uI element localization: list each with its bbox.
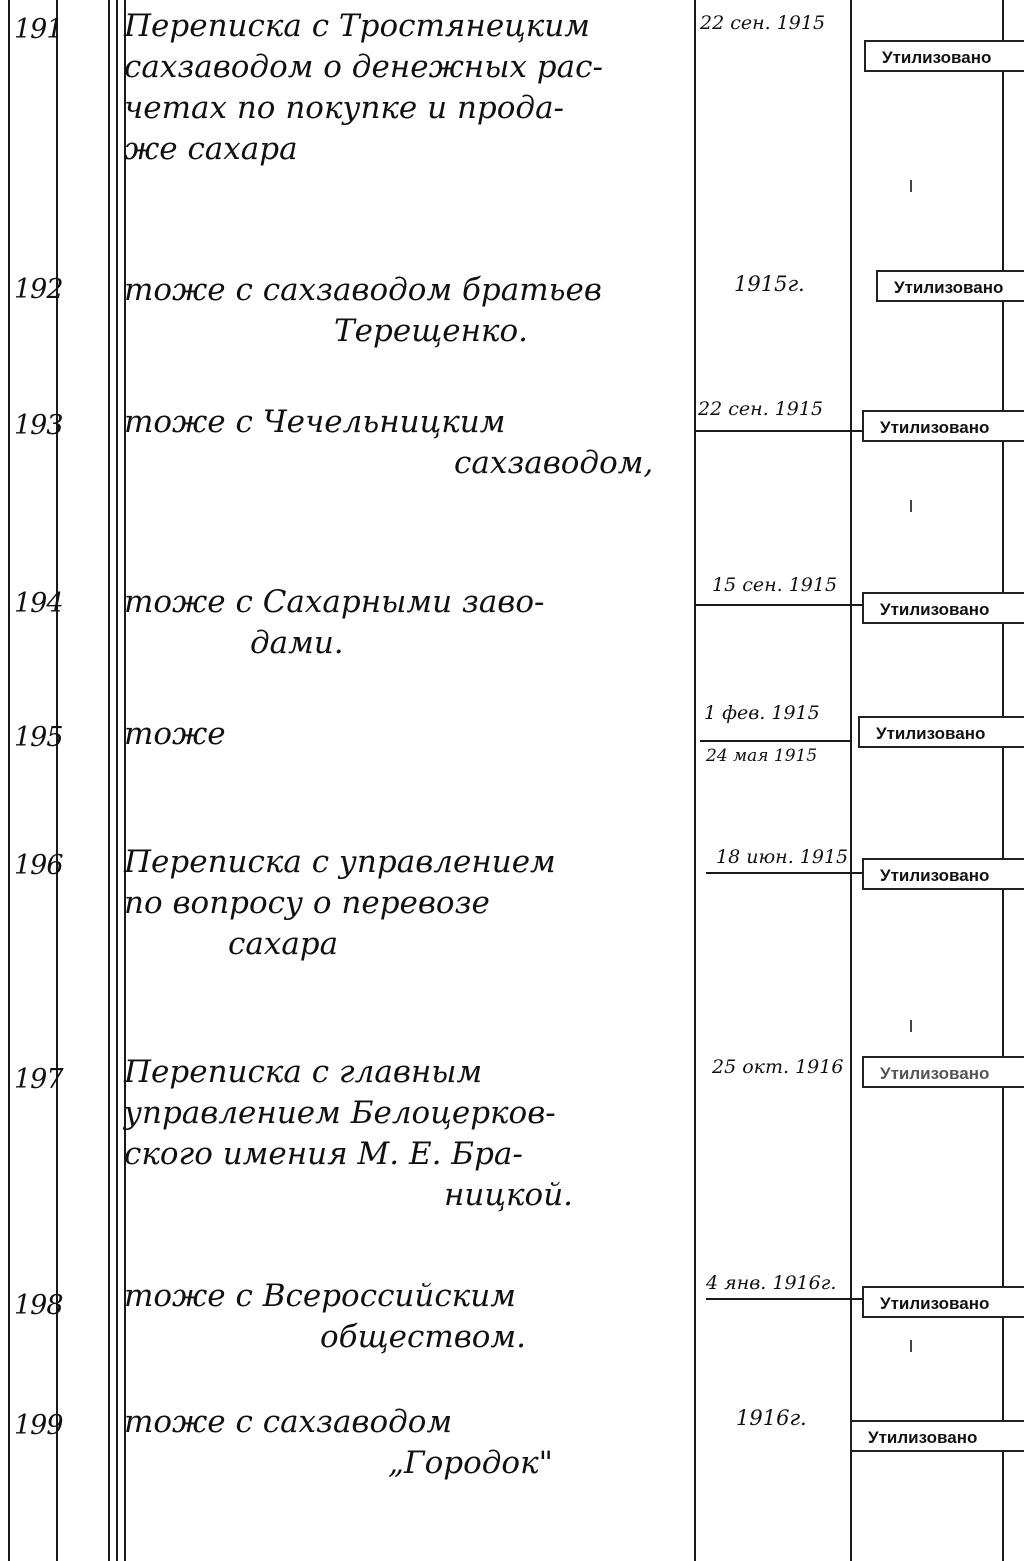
- date-underline: [700, 740, 850, 742]
- title-line: управлением Белоцерков-: [124, 1095, 556, 1131]
- title-line: Переписка с Тростянецким: [124, 8, 590, 44]
- record-number: 193: [14, 410, 63, 441]
- guide-dash: [910, 1020, 912, 1032]
- record-title: [124, 270, 694, 352]
- date-underline: [706, 1298, 862, 1300]
- left-margin-rule: [8, 0, 10, 1561]
- record-number: 198: [14, 1290, 63, 1321]
- title-line: сахзаводом о денежных рас-: [124, 49, 603, 85]
- record-date: 1 фев. 1915: [704, 702, 820, 724]
- record-date: 25 окт. 1916: [712, 1056, 844, 1078]
- record-title: [124, 714, 694, 755]
- record-number: 192: [14, 274, 63, 305]
- title-line: дами.: [250, 625, 344, 661]
- title-column-rule-b: [116, 0, 118, 1561]
- title-line: тоже с сахзаводом братьев: [124, 272, 602, 308]
- right-column-rule: [1002, 0, 1004, 1561]
- record-number: 194: [14, 588, 63, 619]
- status-stamp: Утилизовано: [850, 1420, 1024, 1452]
- record-title: [124, 842, 694, 965]
- title-line: сахзаводом,: [454, 445, 654, 481]
- record-date: 18 июн. 1915: [716, 846, 849, 868]
- status-stamp: Утилизовано: [862, 592, 1024, 624]
- title-line: по вопросу о перевозе: [124, 885, 490, 921]
- date-underline: [696, 604, 862, 606]
- status-stamp: Утилизовано: [862, 1056, 1024, 1088]
- title-line: „Городок": [388, 1445, 553, 1481]
- status-stamp: Утилизовано: [862, 858, 1024, 890]
- title-line: тоже с Чечельницким: [124, 404, 506, 440]
- title-line: ницкой.: [444, 1177, 574, 1213]
- record-title: [124, 1276, 694, 1358]
- title-line: сахара: [228, 926, 339, 962]
- guide-dash: [910, 180, 912, 192]
- record-title: [124, 1402, 694, 1484]
- record-date: 1915г.: [734, 272, 805, 296]
- guide-dash: [910, 500, 912, 512]
- number-column-rule: [56, 0, 58, 1561]
- title-line: ского имения М. Е. Бра-: [124, 1136, 523, 1172]
- record-number: 196: [14, 850, 63, 881]
- title-line: тоже с Сахарными заво-: [124, 584, 545, 620]
- title-column-rule-a: [108, 0, 110, 1561]
- record-number: 191: [14, 14, 63, 45]
- record-date: 22 сен. 1915: [698, 398, 824, 420]
- record-date: 4 янв. 1916г.: [706, 1272, 837, 1294]
- date-underline: [696, 430, 862, 432]
- status-stamp: Утилизовано: [864, 40, 1024, 72]
- title-line: четах по покупке и прода-: [124, 90, 565, 126]
- record-number: 197: [14, 1064, 63, 1095]
- title-line: тоже: [124, 716, 226, 752]
- date-underline: [706, 872, 862, 874]
- record-number: 195: [14, 722, 63, 753]
- status-stamp: Утилизовано: [862, 410, 1024, 442]
- title-line: же сахара: [124, 131, 298, 167]
- record-number: 199: [14, 1410, 63, 1441]
- date-column-rule: [694, 0, 696, 1561]
- guide-dash: [910, 1340, 912, 1352]
- record-date-secondary: 24 мая 1915: [706, 746, 818, 766]
- title-line: тоже с Всероссийским: [124, 1278, 516, 1314]
- status-stamp: Утилизовано: [876, 270, 1024, 302]
- title-line: обществом.: [320, 1319, 526, 1355]
- record-date: 22 сен. 1915: [700, 12, 826, 34]
- record-date: 1916г.: [736, 1406, 807, 1430]
- title-line: тоже с сахзаводом: [124, 1404, 453, 1440]
- record-title: [124, 402, 694, 484]
- status-stamp: Утилизовано: [862, 1286, 1024, 1318]
- record-title: [124, 1052, 694, 1216]
- stamp-column-rule: [850, 0, 852, 1561]
- record-date: 15 сен. 1915: [712, 574, 838, 596]
- title-line: Терещенко.: [334, 313, 529, 349]
- title-line: Переписка с управлением: [124, 844, 556, 880]
- record-title: [124, 582, 694, 664]
- record-title: [124, 6, 694, 170]
- status-stamp: Утилизовано: [858, 716, 1024, 748]
- title-line: Переписка с главным: [124, 1054, 483, 1090]
